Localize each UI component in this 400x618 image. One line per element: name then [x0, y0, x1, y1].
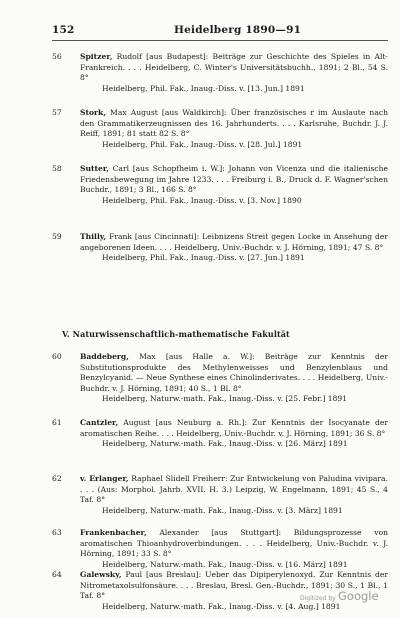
- entry-body: [80, 164, 388, 206]
- entry-text: Carl [aus Schopfheim i. W.]: Johann von Vicenza und die italienische Friedensbewegung im Jahre 1233. . . . Freiburg i. B., Druck d. F. Wagner'schen Buchdr., 1891; 3 Bl., 166 S. 8°: [80, 164, 388, 195]
- entry-body: [80, 232, 388, 264]
- entry-faculty-line: Heidelberg, Naturw.-math. Fak., Inaug.-Diss. v. [16. März] 1891: [102, 559, 348, 569]
- entry-body: [80, 528, 388, 570]
- author-surname: Baddeberg,: [80, 352, 129, 361]
- entry-number: 62: [52, 474, 62, 483]
- author-surname: v. Erlanger,: [80, 474, 129, 483]
- entry-number: 60: [52, 352, 62, 361]
- entry-faculty-line: Heidelberg, Naturw.-math. Fak., Inaug.-Diss. v. [25. Febr.] 1891: [102, 394, 348, 404]
- entry-number: 56: [52, 52, 62, 61]
- entry-text: Raphael Slidell Freiherr: Zur Entwickelung von Paludina vivipara. . . . (Aus: Morphol. Jahrb. XVII. H. 3.) Leipzig, W. Engelmann, 1891; 45 S., 4 Taf. 8°: [80, 474, 388, 505]
- entry-body: [80, 52, 388, 94]
- entry-faculty-line: Heidelberg, Naturw.-math. Fak., Inaug.-Diss. v. [26. März] 1891: [102, 439, 348, 449]
- entry-faculty-line: Heidelberg, Phil. Fak., Inaug.-Diss. v. [28. Jul.] 1891: [102, 139, 303, 149]
- author-surname: Cantzler,: [80, 418, 119, 427]
- entry-number: 61: [52, 418, 62, 427]
- entry-text: Paul [aus Breslau]: Ueber das Dipiperylenoxyd. Zur Kenntnis der Nitrometaxolsulfonsäure. . . . Breslau, Bresl. Gen.-Buchdr., 1891; 30 S., 1 Bl., 1 Taf. 8°: [80, 570, 388, 601]
- entry-text: Max August [aus Waldkirch]: Über französisches r im Auslaute nach den Grammatikerzeugnissen des 16. Jahrhunderts. . . . Karlsruhe, Buchdr. J. J. Reiff, 1891; 81 statt 82 S. 8°: [80, 108, 388, 139]
- entry-body: [80, 474, 388, 516]
- entry-number: 64: [52, 570, 62, 579]
- entry-number: 59: [52, 232, 62, 241]
- header-rule: [52, 40, 388, 41]
- entry-body: [80, 352, 388, 405]
- author-surname: Stork,: [80, 108, 106, 117]
- entry-number: 63: [52, 528, 62, 537]
- entry-faculty-line: Heidelberg, Phil. Fak., Inaug.-Diss. v. [27. Jun.] 1891: [102, 253, 305, 263]
- entry-faculty-line: Heidelberg, Phil. Fak., Inaug.-Diss. v. [13. Jun.] 1891: [102, 83, 305, 93]
- entry-number: 58: [52, 164, 62, 173]
- entry-text: August [aus Neuburg a. Rh.]: Zur Kenntnis der Isocyanate der aromatischen Reihe. . . . Heidelberg, Univ.-Buchdr. v. J. Hörning, 1891; 36 S. 8°: [80, 418, 388, 438]
- entry-faculty-line: Heidelberg, Naturw.-math. Fak., Inaug.-Diss. v. [3. März] 1891: [102, 505, 343, 515]
- entry-text: Alexander [aus Stuttgart]: Bildungsprozesse von aromatischen Thioanhydroverbindungen. . . . Heidelberg, Univ.-Buchdr. v. J. Hörning, 1891; 33 S. 8°: [80, 528, 388, 559]
- author-surname: Frankenbacher,: [80, 528, 147, 537]
- author-surname: Thilly,: [80, 232, 107, 241]
- entry-body: [80, 108, 388, 150]
- page-number: 152: [52, 24, 75, 36]
- section-title: V. Naturwissenschaftlich-mathematische Fakultät: [62, 329, 290, 339]
- author-surname: Galewsky,: [80, 570, 122, 579]
- page-header: [52, 24, 388, 38]
- digitization-watermark: [300, 589, 392, 605]
- running-title: Heidelberg 1890—91: [174, 24, 302, 36]
- entry-number: 57: [52, 108, 62, 117]
- watermark-small-text: Digitized by: [300, 595, 336, 602]
- entry-text: Max [aus Halle a. W.]: Beiträge zur Kenntnis der Substitutionsprodukte des Methylenweisses und Benzylenblaus und Benzylcyanid. — Neue Synthese eines Chinolinderivates. . . . Heidelberg, Univ.-Buchdr. v. J. Hörning, 1891; 40 S., 1 Bl. 8°: [80, 352, 388, 393]
- author-surname: Sutter,: [80, 164, 109, 173]
- entry-faculty-line: Heidelberg, Naturw.-math. Fak., Inaug.-Diss. v. [4. Aug.] 1891: [102, 601, 341, 611]
- entry-text: Rudolf [aus Budapest]: Beiträge zur Geschichte des Spieles in Alt-Frankreich. . . . Heidelberg, C. Winter's Universitätsbuchh., 1891; 2 Bl., 54 S. 8°: [80, 52, 388, 83]
- entry-body: [80, 418, 388, 450]
- watermark-brand: Google: [338, 589, 379, 603]
- entry-faculty-line: Heidelberg, Phil. Fak., Inaug.-Diss. v. [3. Nov.] 1890: [102, 195, 302, 205]
- entry-text: Frank [aus Cincinnati]: Leibnizens Streit gegen Locke in Ansehung der angeborenen Ideen. . . . Heidelberg, Univ.-Buchdr. v. J. Hörning, 1891; 47 S. 8°: [80, 232, 388, 252]
- author-surname: Spitzer,: [80, 52, 113, 61]
